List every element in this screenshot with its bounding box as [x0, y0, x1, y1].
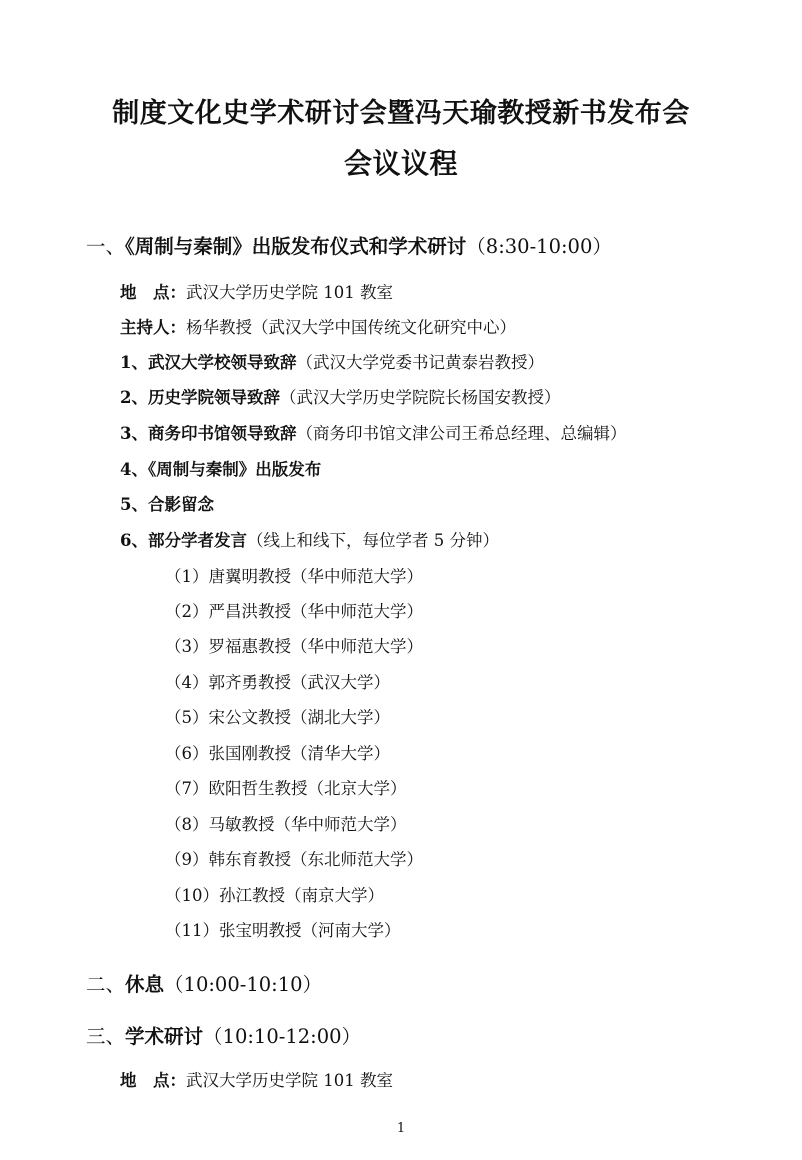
section-1-venue	[120, 280, 393, 306]
speaker-item: （3）罗福惠教授（华中师范大学）	[165, 637, 423, 656]
agenda-item-title: 4、《周制与秦制》出版发布	[120, 460, 322, 479]
section-1-host	[120, 315, 516, 341]
section-2-time: （10:00-10:10）	[164, 973, 323, 996]
page-number: 1	[396, 1121, 406, 1136]
section-2-number: 二、	[86, 973, 126, 996]
section-2-label: 休息	[125, 973, 165, 996]
speaker-item: （8）马敏教授（华中师范大学）	[165, 815, 407, 834]
agenda-item-detail: （线上和线下，每位学者 5 分钟）	[246, 531, 499, 550]
speaker-item: （4）郭齐勇教授（武汉大学）	[165, 673, 390, 692]
venue-label: 地 点：	[120, 1071, 186, 1090]
agenda-item-title: 3、商务印书馆领导致辞	[120, 424, 297, 443]
host-label: 主持人：	[120, 318, 186, 337]
agenda-item	[120, 528, 499, 554]
agenda-item-title: 6、部分学者发言	[120, 531, 247, 550]
agenda-item	[120, 385, 560, 411]
agenda-item-title: 1、武汉大学校领导致辞	[120, 353, 297, 372]
section-3-venue	[120, 1068, 393, 1094]
section-1-number: 一、	[86, 235, 126, 258]
speaker-item: （2）严昌洪教授（华中师范大学）	[165, 602, 423, 621]
speaker-item: （6）张国刚教授（清华大学）	[165, 744, 390, 763]
agenda-item-title: 5、合影留念	[120, 495, 214, 514]
speaker-item: （5）宋公文教授（湖北大学）	[165, 708, 390, 727]
document-subtitle: 会议议程	[343, 147, 458, 180]
speaker-item: （10）孙江教授（南京大学）	[165, 886, 384, 905]
speaker-item: （7）欧阳哲生教授（北京大学）	[165, 779, 407, 798]
section-1-time: （8:30-10:00）	[466, 235, 612, 258]
section-2-heading	[86, 970, 322, 1000]
agenda-item	[120, 457, 321, 483]
agenda-item-detail: （武汉大学历史学院院长杨国安教授）	[279, 388, 561, 407]
section-1-heading	[86, 232, 612, 262]
section-1-label: 《周制与秦制》出版发布仪式和学术研讨	[125, 235, 467, 258]
agenda-item	[120, 492, 214, 518]
section-3-time: （10:10-12:00）	[203, 1025, 362, 1048]
section-3-label: 学术研讨	[125, 1025, 204, 1048]
document-title: 制度文化史学术研讨会暨冯天瑜教授新书发布会	[112, 98, 690, 129]
section-3-number: 三、	[86, 1025, 126, 1048]
speaker-item: （1）唐翼明教授（华中师范大学）	[165, 567, 423, 586]
venue-value: 武汉大学历史学院 101 教室	[186, 283, 393, 302]
host-value: 杨华教授（武汉大学中国传统文化研究中心）	[186, 318, 516, 337]
speaker-item: （11）张宝明教授（河南大学）	[165, 921, 401, 940]
section-3-heading	[86, 1022, 361, 1052]
venue-label: 地 点：	[120, 283, 186, 302]
speaker-item: （9）韩东育教授（东北师范大学）	[165, 850, 423, 869]
agenda-item	[120, 421, 626, 447]
venue-value: 武汉大学历史学院 101 教室	[186, 1071, 393, 1090]
agenda-item-detail: （武汉大学党委书记黄泰岩教授）	[296, 353, 544, 372]
agenda-item	[120, 350, 544, 376]
agenda-item-detail: （商务印书馆文津公司王希总经理、总编辑）	[296, 424, 627, 443]
agenda-item-title: 2、历史学院领导致辞	[120, 388, 280, 407]
